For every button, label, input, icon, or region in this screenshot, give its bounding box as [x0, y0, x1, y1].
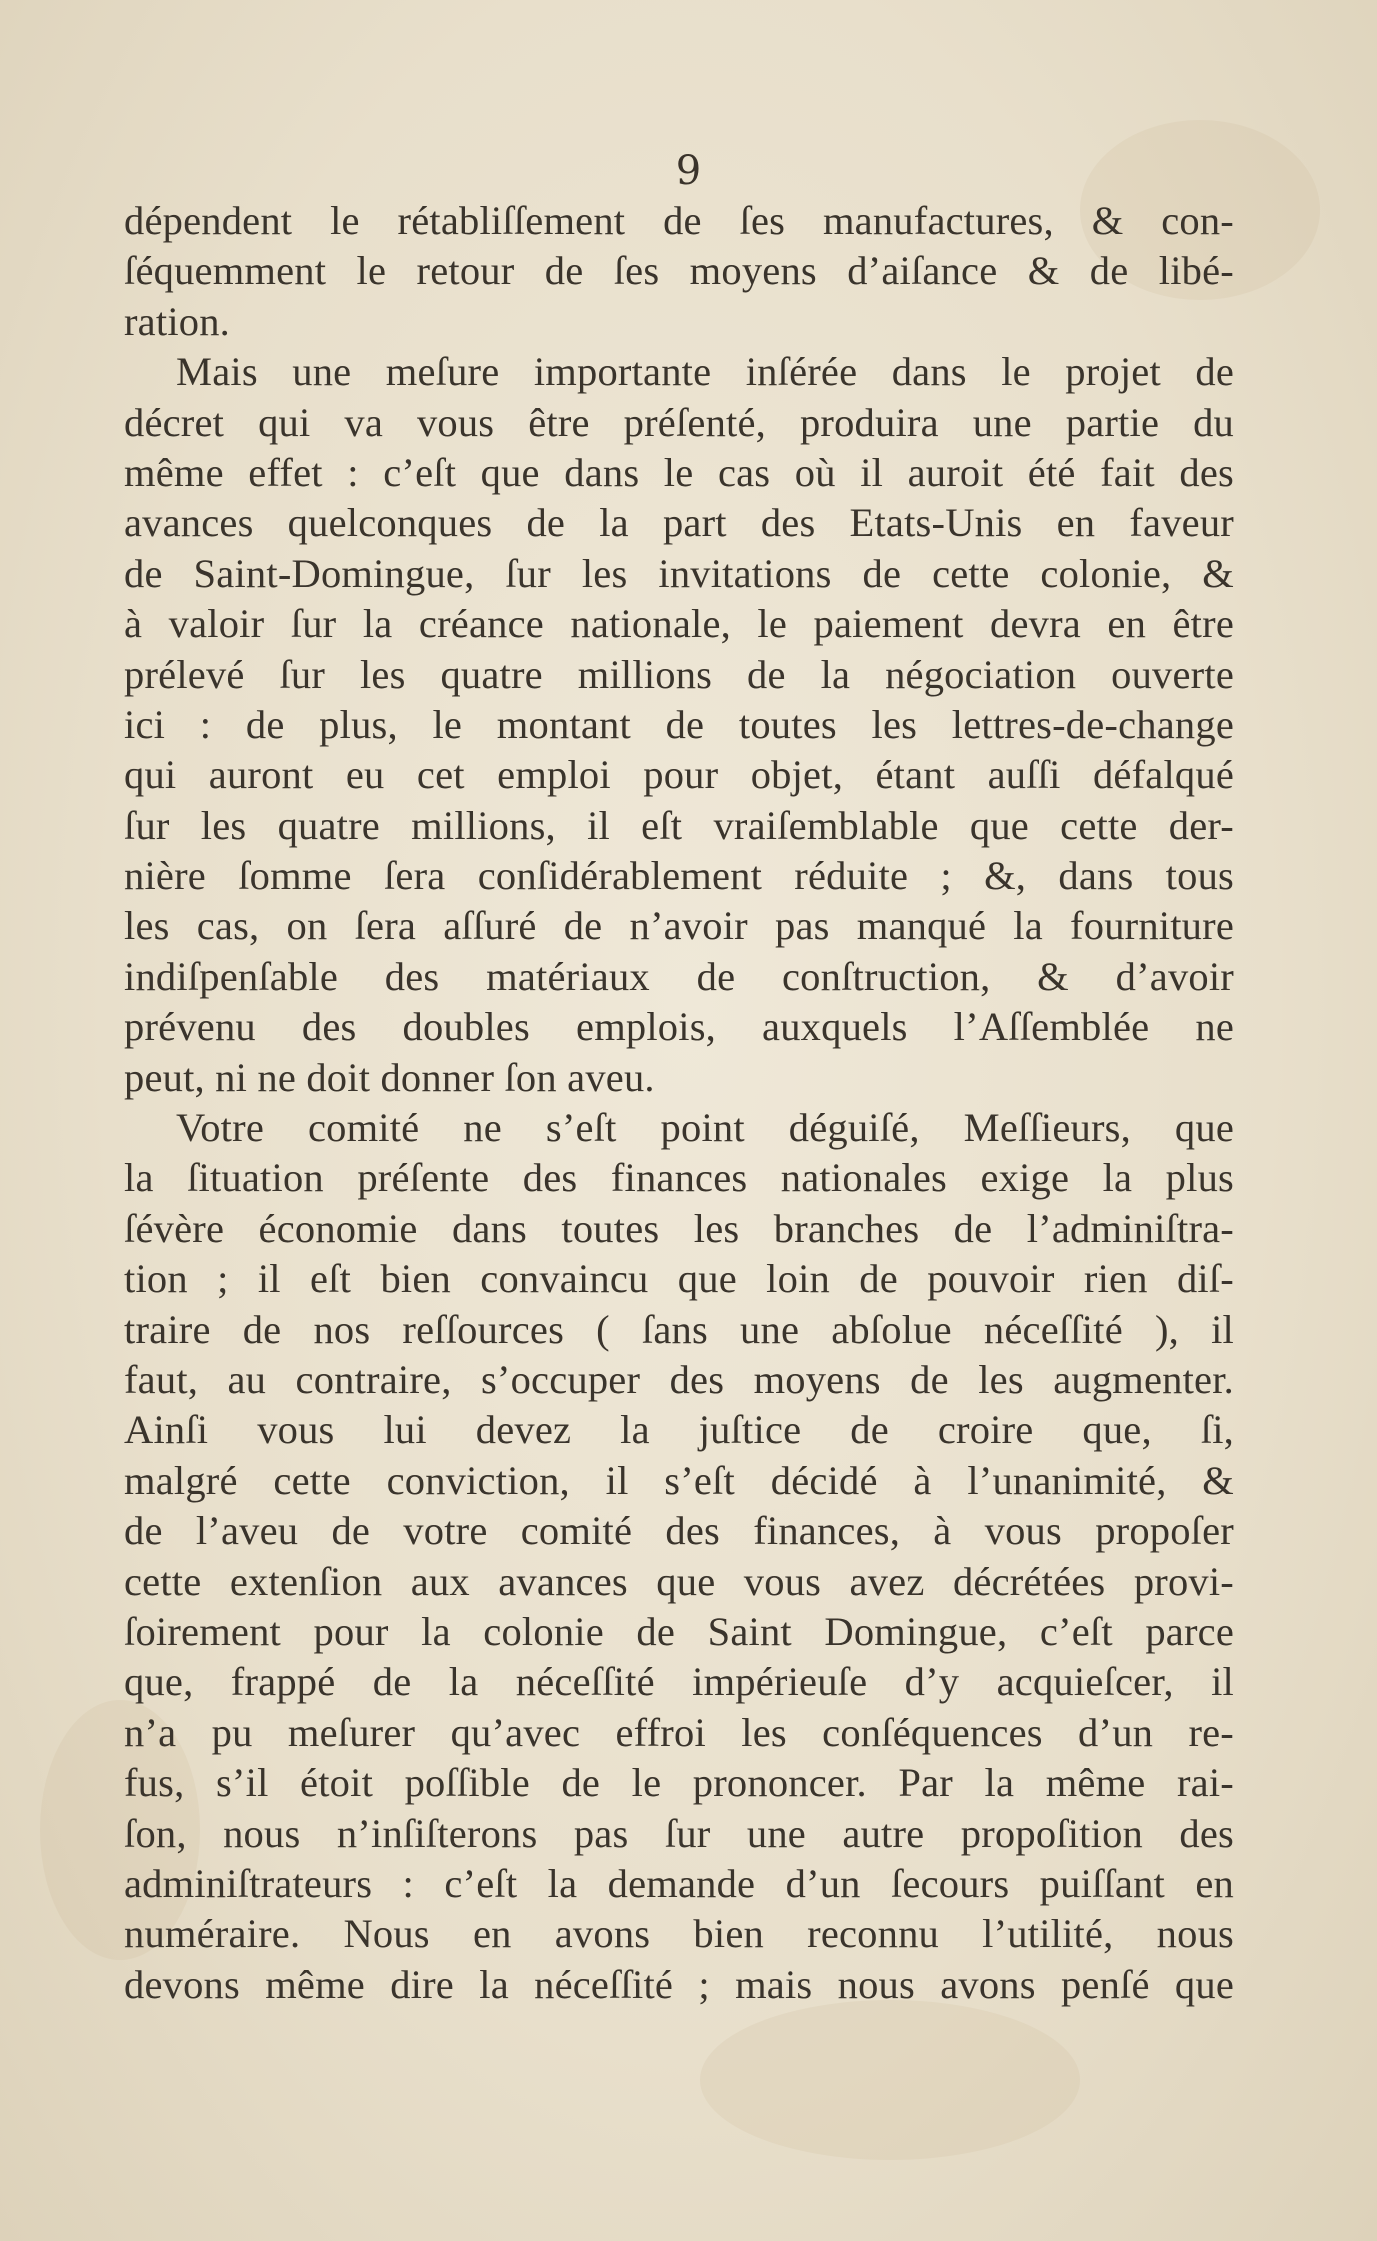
text-line: cette extenſion aux avances que vous avez décrétées provi- [124, 1558, 1234, 1604]
text-line: décret qui va vous être préſenté, produira une partie du [124, 399, 1234, 445]
text-line: Votre comité ne s’eſt point déguiſé, Meſſieurs, que [176, 1105, 1234, 1151]
text-line: ici : de plus, le montant de toutes les lettres-de-change [124, 701, 1234, 747]
text-line: ſéquemment le retour de ſes moyens d’aiſance & de libé- [124, 248, 1234, 294]
text-line: prélevé ſur les quatre millions de la négociation ouverte [124, 651, 1234, 697]
text-line: ſévère économie dans toutes les branches de l’adminiſtra- [124, 1205, 1234, 1251]
text-line: de l’aveu de votre comité des finances, à vous propoſer [124, 1508, 1234, 1554]
text-line: adminiſtrateurs : c’eſt la demande d’un ſecours puiſſant en [124, 1860, 1234, 1906]
text-line: malgré cette conviction, il s’eſt décidé à l’unanimité, & [124, 1457, 1234, 1503]
text-line: même effet : c’eſt que dans le cas où il auroit été fait des [124, 449, 1234, 495]
text-line: Mais une meſure importante inſérée dans le projet de [176, 349, 1234, 395]
page-number: 9 [675, 148, 702, 194]
text-line: traire de nos reſſources ( ſans une abſolue néceſſité ), il [124, 1306, 1234, 1352]
text-line: dépendent le rétabliſſement de ſes manufactures, & con- [124, 198, 1234, 243]
text-line: que, frappé de la néceſſité impérieuſe d’y acquieſcer, il [124, 1659, 1234, 1705]
text-line: indiſpenſable des matériaux de conſtruction, & d’avoir [124, 953, 1234, 999]
body-text [124, 196, 1234, 2010]
text-line: la ſituation préſente des finances nationales exige la plus [124, 1155, 1234, 1201]
text-line: à valoir ſur la créance nationale, le paiement devra en être [124, 601, 1234, 647]
text-line: ſoirement pour la colonie de Saint Domingue, c’eſt parce [124, 1608, 1234, 1654]
text-line: qui auront eu cet emploi pour objet, étant auſſi défalqué [124, 752, 1234, 798]
text-line: Ainſi vous lui devez la juſtice de croire que, ſi, [124, 1407, 1234, 1453]
text-line: prévenu des doubles emplois, auxquels l’Aſſemblée ne [124, 1004, 1234, 1050]
text-line: fus, s’il étoit poſſible de le prononcer. Par la même rai- [124, 1760, 1234, 1806]
text-line: ſur les quatre millions, il eſt vraiſemblable que cette der- [124, 802, 1234, 848]
text-line: devons même dire la néceſſité ; mais nous avons penſé que [124, 1961, 1234, 2007]
text-line: ſon, nous n’inſiſterons pas ſur une autre propoſition des [124, 1810, 1234, 1856]
text-line: de Saint-Domingue, ſur les invitations de cette colonie, & [124, 550, 1234, 596]
text-line: tion ; il eſt bien convaincu que loin de pouvoir rien diſ- [124, 1256, 1234, 1302]
text-line: nière ſomme ſera conſidérablement réduite ; &, dans tous [124, 853, 1234, 899]
text-line: ration. [124, 298, 230, 344]
text-line: peut, ni ne doit donner ſon aveu. [124, 1054, 655, 1100]
text-line: faut, au contraire, s’occuper des moyens de les augmenter. [124, 1356, 1234, 1402]
text-line: n’a pu meſurer qu’avec effroi les conſéquences d’un re- [124, 1709, 1234, 1755]
text-line: avances quelconques de la part des Etats-Unis en faveur [124, 500, 1234, 546]
text-line: numéraire. Nous en avons bien reconnu l’utilité, nous [124, 1911, 1234, 1957]
paper-stain [700, 2000, 1080, 2160]
text-line: les cas, on ſera aſſuré de n’avoir pas manqué la fourniture [124, 903, 1234, 949]
